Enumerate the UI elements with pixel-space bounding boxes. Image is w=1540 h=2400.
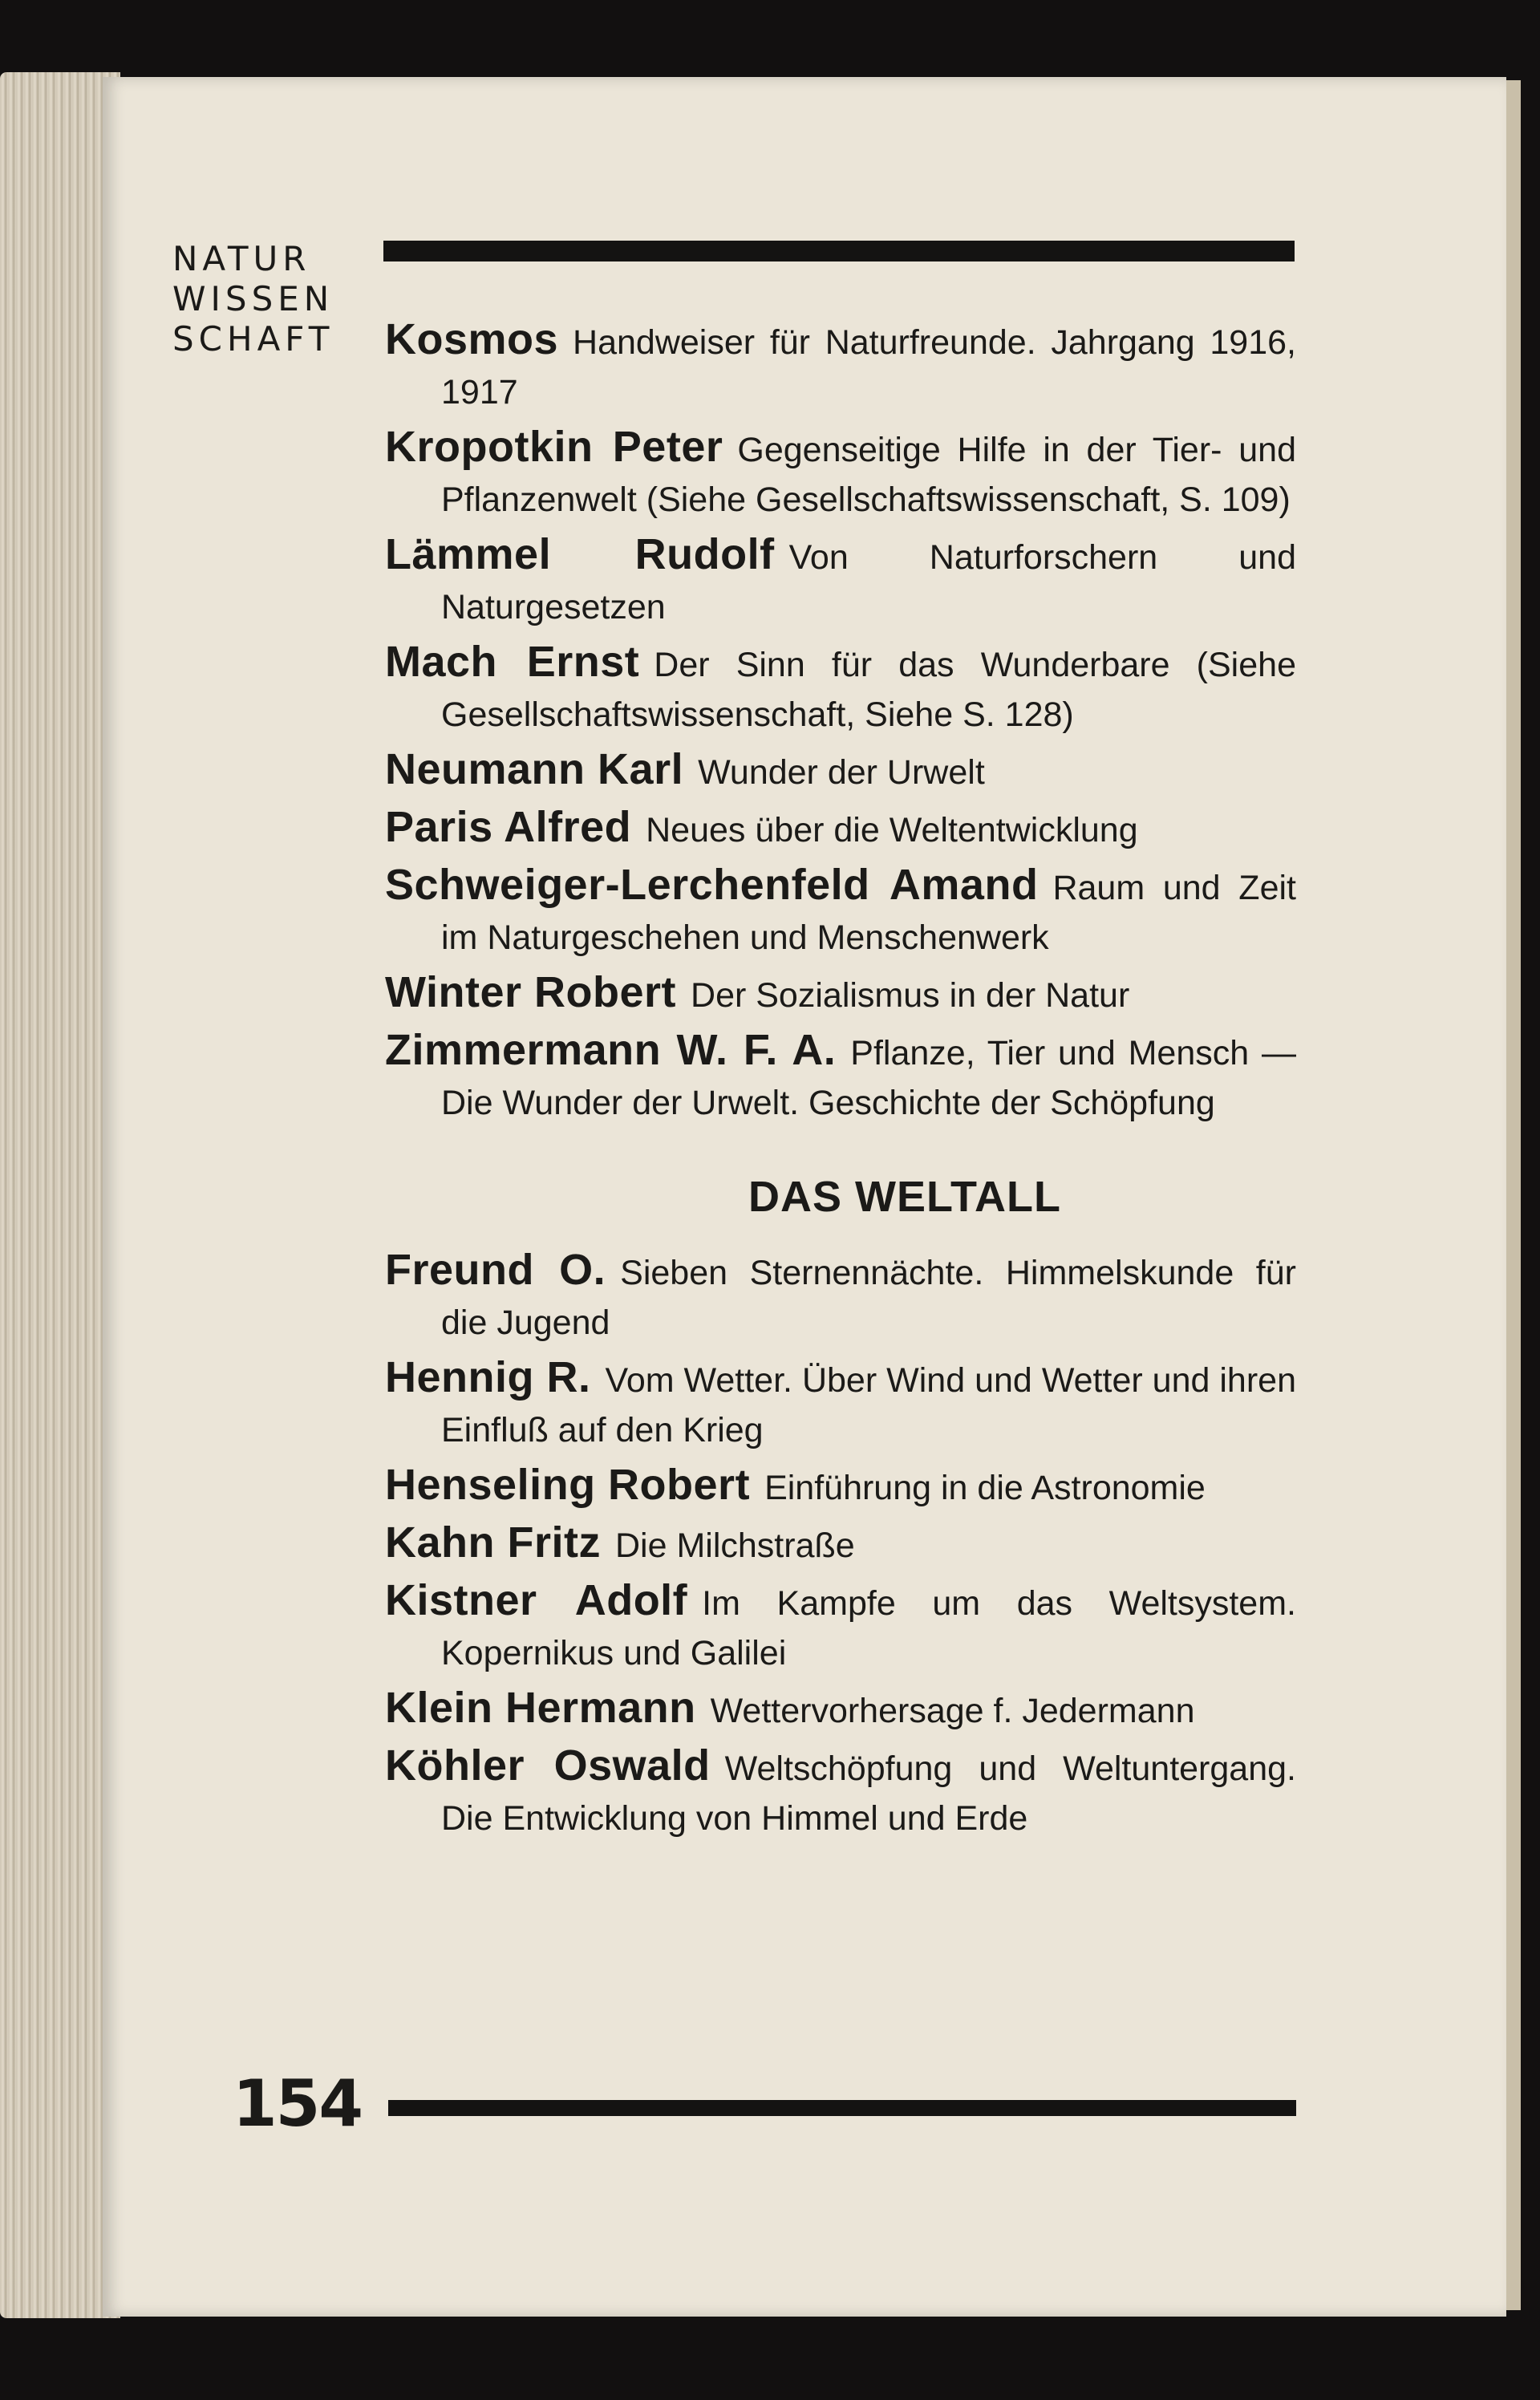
bibliography-entry [385, 1245, 1296, 1348]
side-label-line: WISSEN [172, 279, 334, 318]
entry-title: Von Naturforschern und Naturgesetzen [441, 538, 1296, 626]
bibliography-list [385, 314, 1296, 1848]
top-rule [383, 241, 1295, 261]
entry-author: Schweiger-Lerchenfeld Amand [385, 861, 1039, 909]
bibliography-entry [385, 529, 1296, 632]
entry-author: Freund O. [385, 1246, 606, 1294]
bibliography-entry [385, 1575, 1296, 1678]
entry-title: Pflanze, Tier und Mensch — Die Wunder der Urwelt. Geschichte der Schöpfung [441, 1034, 1296, 1122]
bibliography-entry [385, 1025, 1296, 1128]
entry-title: Gegenseitige Hilfe in der Tier- und Pflanzenwelt (Siehe Gesellschaftswissenschaft, S. 109) [441, 431, 1296, 519]
entry-author: Köhler Oswald [385, 1741, 711, 1790]
entry-title: Vom Wetter. Über Wind und Wetter und ihren Einfluß auf den Krieg [441, 1361, 1296, 1449]
entry-title: Der Sinn für das Wunderbare (Siehe Gesellschaftswissenschaft, Siehe S. 128) [441, 646, 1296, 734]
bibliography-entry [385, 1352, 1296, 1455]
entry-title: Die Milchstraße [615, 1526, 855, 1565]
entry-author: Hennig R. [385, 1353, 591, 1401]
entry-author: Kistner Adolf [385, 1576, 688, 1624]
bottom-rule [388, 2100, 1296, 2116]
entry-author: Paris Alfred [385, 803, 632, 851]
entry-title: Handweiser für Naturfreunde. Jahrgang 1916, 1917 [441, 323, 1296, 411]
bibliography-entry [385, 1460, 1296, 1513]
bibliography-entry [385, 967, 1296, 1020]
bibliography-entry [385, 422, 1296, 525]
entry-title: Weltschöpfung und Weltuntergang. Die Entwicklung von Himmel und Erde [441, 1749, 1296, 1838]
entry-author: Zimmermann W. F. A. [385, 1026, 837, 1074]
bibliography-entry [385, 744, 1296, 797]
side-label-line: SCHAFT [172, 319, 334, 359]
entry-title: Raum und Zeit im Naturgeschehen und Menschenwerk [441, 869, 1296, 957]
entry-author: Kosmos [385, 315, 559, 363]
section-side-label [172, 239, 365, 359]
entry-author: Klein Hermann [385, 1684, 696, 1732]
entry-title: Sieben Sternennächte. Himmelskunde für die Jugend [441, 1254, 1296, 1342]
entry-author: Kahn Fritz [385, 1518, 601, 1567]
entry-author: Mach Ernst [385, 638, 640, 686]
bibliography-entry [385, 637, 1296, 740]
entry-title: Wunder der Urwelt [698, 753, 985, 792]
section-heading-weltall: DAS WELTALL [748, 1173, 1061, 1221]
bibliography-entry [385, 314, 1296, 417]
side-label-line: NATUR [172, 239, 311, 278]
entry-title: Der Sozialismus in der Natur [691, 976, 1130, 1015]
entry-title: Neues über die Weltentwicklung [646, 811, 1138, 849]
page-number: 154 [233, 2066, 362, 2141]
bibliography-entry [385, 860, 1296, 963]
entry-author: Kropotkin Peter [385, 423, 723, 471]
entry-title: Im Kampfe um das Weltsystem. Kopernikus und Galilei [441, 1584, 1296, 1672]
entry-author: Lämmel Rudolf [385, 530, 775, 578]
entry-title: Einführung in die Astronomie [764, 1469, 1206, 1507]
bibliography-entry [385, 1683, 1296, 1736]
entry-author: Winter Robert [385, 968, 677, 1016]
entry-author: Neumann Karl [385, 745, 684, 793]
bibliography-entry [385, 1518, 1296, 1571]
entry-title: Wettervorhersage f. Jedermann [710, 1692, 1195, 1730]
entry-author: Henseling Robert [385, 1461, 751, 1509]
bibliography-entry [385, 1741, 1296, 1843]
bibliography-entry [385, 802, 1296, 855]
